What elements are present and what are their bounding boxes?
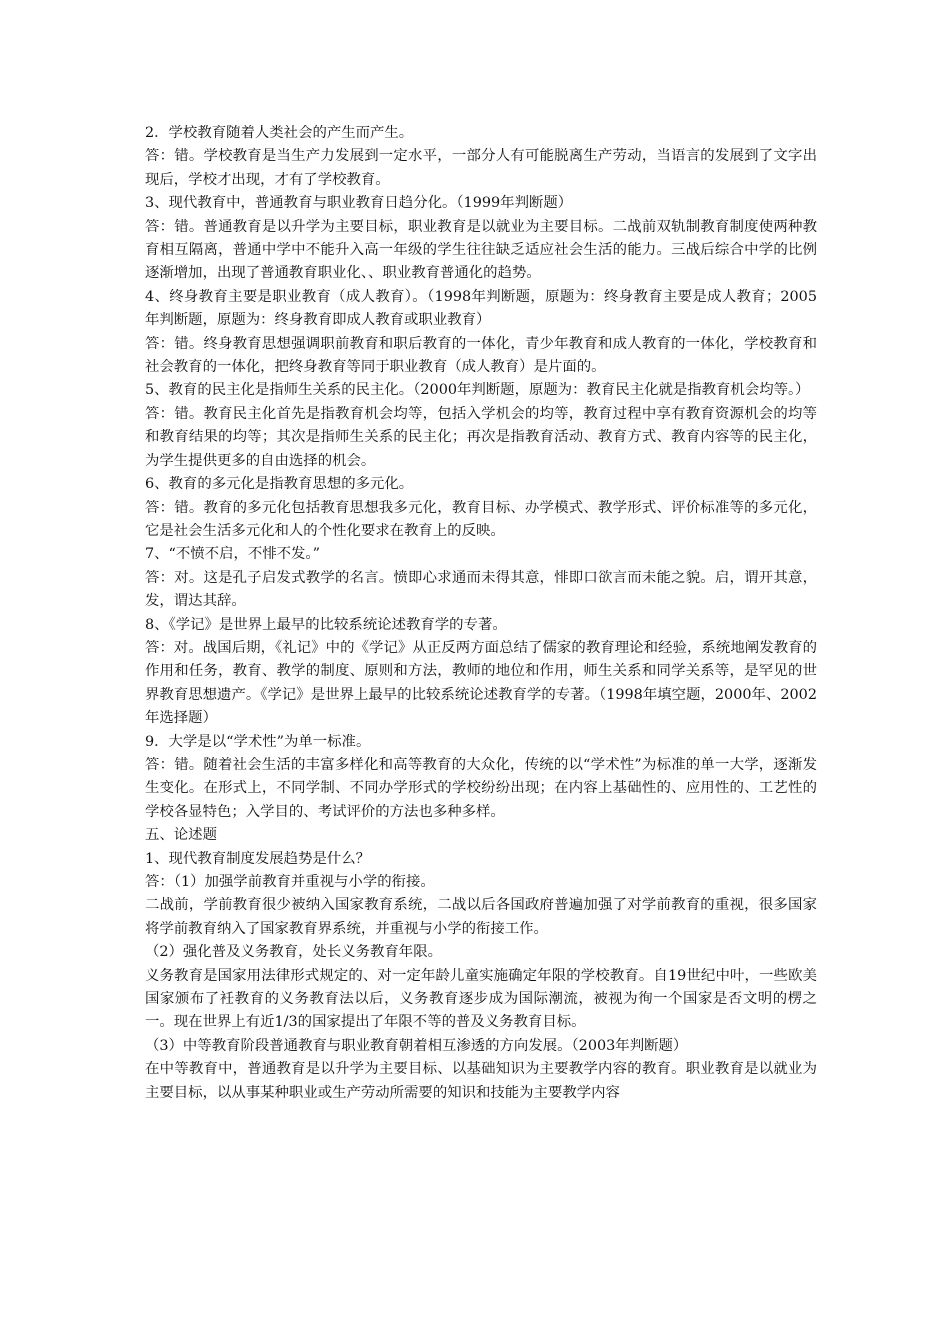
paragraph: 3、现代教育中，普通教育与职业教育日趋分化。（1999年判断题） [145,195,573,212]
paragraph: 9．大学是以“学术性”为单一标准。 [145,733,371,750]
paragraph: 答：对。这是孔子启发式教学的名言。愤即心求通而未得其意，悱即口欲言而未能之貌。启，谓开其意，发，谓达其辞。 [145,569,817,610]
paragraph: 答：错。随着社会生活的丰富多样化和高等教育的大众化，传统的以“学术性”为标准的单一大学，逐渐发生变化。在形式上，不同学制、不同办学形式的学校纷纷出现；在内容上基础性的、应用性的、工艺性的学校各显特色；入学目的、考试评价的方法也多种多样。 [145,756,817,820]
paragraph: 答：错。终身教育思想强调职前教育和职后教育的一体化，青少年教育和成人教育的一体化，学校教育和社会教育的一体化，把终身教育等同于职业教育（成人教育）是片面的。 [145,335,817,376]
paragraph: 义务教育是国家用法律形式规定的、对一定年龄儿童实施确定年限的学校教育。自19世纪中叶，一些欧美国家颁布了衽教育的义务教育法以后，义务教育逐步成为国际潮流，被视为徇一个国家是否文明的楞之一。现在世界上有近1/3的国家提出了年限不等的普及义务教育目标。 [145,967,817,1031]
paragraph: 1、现代教育制度发展趋势是什么？ [145,850,371,867]
paragraph: 在中等教育中，普通教育是以升学为主要目标、以基础知识为主要教学内容的教育。职业教育是以就业为主要目标，以从事某种职业或生产劳动所需要的知识和技能为主要教学内容 [145,1061,817,1101]
paragraph: 答：错。学校教育是当生产力发展到一定水平，一部分人有可能脱离生产劳动，当语言的发展到了文字出现后，学校才出现，才有了学校教育。 [145,148,817,188]
paragraph: 4、终身教育主要是职业教育（成人教育）。（1998年判断题，原题为：终身教育主要是成人教育；2005年判断题，原题为：终身教育即成人教育或职业教育） [145,288,817,329]
paragraph: 二战前，学前教育很少被纳入国家教育系统，二战以后各国政府普遍加强了对学前教育的重视，很多国家将学前教育纳入了国家教育界系统，并重视与小学的衔接工作。 [145,897,817,937]
paragraph: （3）中等教育阶段普通教育与职业教育朝着相互渗透的方向发展。（2003年判断题） [145,1037,688,1054]
paragraph: 答：错。教育民主化首先是指教育机会均等，包括入学机会的均等，教育过程中享有教育资源机会的均等和教育结果的均等；其次是指师生关系的民主化；再次是指教育活动、教育方式、教育内容等的民主化，为学生提供更多的自由选择的机会。 [145,405,817,469]
paragraph: 2．学校教育随着人类社会的产生而产生。 [145,125,414,141]
paragraph: （2）强化普及义务教育，处长义务教育年限。 [145,944,442,961]
section-heading: 五、论述题 [145,827,217,844]
paragraph: 答：对。战国后期，《礼记》中的《学记》从正反两方面总结了儒家的教育理论和经验，系统地阐发教育的作用和任务，教育、教学的制度、原则和方法，教师的地位和作用，师生关系和同学关系等，是罕见的世界教育思想遗产。《学记》是世界上最早的比较系统论述教育学的专著。（1998年填空题，2000年、2002年选择题） [145,639,817,727]
paragraph: 5、教育的民主化是指师生关系的民主化。（2000年判断题，原题为：教育民主化就是指教育机会均等。） [145,382,810,399]
paragraph: 答：（1）加强学前教育并重视与小学的衔接。 [145,874,435,890]
paragraph: 8、《学记》是世界上最早的比较系统论述教育学的专著。 [145,616,507,633]
document-page [145,122,817,1105]
paragraph: 答：错。教育的多元化包括教育思想我多元化，教育目标、办学模式、教学形式、评价标准等的多元化，它是社会生活多元化和人的个性化要求在教育上的反映。 [145,499,817,539]
paragraph: 答：错。普通教育是以升学为主要目标，职业教育是以就业为主要目标。二战前双轨制教育制度使两种教育相互隔离，普通中学中不能升入高一年级的学生往往缺乏适应社会生活的能力。三战后综合中学的比例逐渐增加，出现了普通教育职业化、、职业教育普通化的趋势。 [145,218,817,282]
paragraph: 7、“不愤不启，不悱不发。” [145,546,320,563]
paragraph: 6、教育的多元化是指教育思想的多元化。 [145,476,414,493]
